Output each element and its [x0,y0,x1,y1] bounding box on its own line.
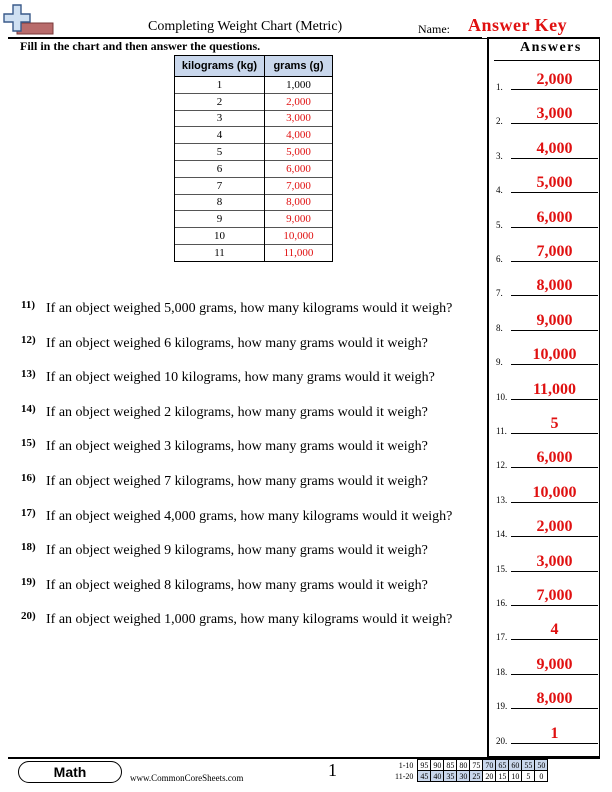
kilograms-cell: 11 [175,244,265,261]
score-cell: 35 [444,771,457,782]
answer-line [511,158,598,159]
score-cell: 95 [418,760,431,771]
answer-line [511,639,598,640]
kilograms-cell: 7 [175,177,265,194]
answer-line [511,89,598,90]
score-table [395,759,548,782]
answer-item [494,554,598,574]
name-label: Name: [418,22,450,36]
plus-logo-icon [3,3,55,37]
score-cell: 70 [483,760,496,771]
question-text: If an object weighed 5,000 grams, how many kilograms would it weigh? [46,301,453,316]
chart-row [175,160,333,177]
page-number: 1 [328,760,337,780]
answer-item [494,244,598,264]
question-number: 18) [21,541,36,554]
answer-value: 5,000 [536,174,573,192]
answer-number: 19. [496,701,508,712]
answer-value: 8,000 [536,277,573,295]
question-number: 20) [21,610,36,623]
answer-line [511,536,598,537]
chart-row [175,194,333,211]
score-cell: 65 [496,760,509,771]
answer-value: 11,000 [532,380,577,398]
grams-header: grams (g) [265,56,333,77]
score-cell: 30 [457,771,470,782]
page-title: Completing Weight Chart (Metric) [148,19,343,34]
answer-number: 1. [496,82,503,92]
answer-line [511,467,598,468]
answer-item [494,657,598,677]
answer-item [494,278,598,298]
chart-row [175,93,333,110]
grams-cell: 9,000 [265,211,333,228]
score-cell: 80 [457,760,470,771]
kilograms-cell: 3 [175,110,265,127]
score-cell: 40 [431,771,444,782]
answer-line [511,192,598,193]
grams-cell: 11,000 [265,244,333,261]
score-row-label: 11-20 [395,771,414,781]
kilograms-cell: 8 [175,194,265,211]
kilograms-cell: 1 [175,77,265,94]
answer-item [494,210,598,230]
chart-row [175,228,333,245]
score-cell: 0 [535,771,548,782]
answer-line [511,674,598,675]
score-cell: 55 [522,760,535,771]
question-number: 13) [21,368,36,381]
chart-header-row [175,56,333,77]
score-cell: 85 [444,760,457,771]
answers-heading: Answers [520,40,582,55]
answer-item [494,106,598,126]
answer-item [494,485,598,505]
score-cell: 20 [483,771,496,782]
answer-line [511,261,598,262]
score-row [395,760,548,771]
weight-chart-table [174,55,333,262]
answer-value: 4,000 [536,139,573,157]
answer-value: 1 [550,724,559,742]
answer-line [511,433,598,434]
answer-number: 11. [496,426,507,436]
question-text: If an object weighed 3 kilograms, how many grams would it weigh? [46,439,428,455]
answer-value: 10,000 [532,483,577,501]
chart-row [175,177,333,194]
chart-row [175,110,333,127]
subject-badge: Math [18,761,122,783]
kilograms-cell: 2 [175,93,265,110]
grams-cell: 5,000 [265,144,333,161]
score-row-label: 1-10 [398,760,414,770]
question-text: If an object weighed 6 kilograms, how many grams would it weigh? [46,335,428,351]
answer-line [511,708,598,709]
answer-item [494,313,598,333]
answer-number: 14. [496,529,508,540]
answer-item [494,416,598,436]
answer-value: 9,000 [536,311,573,329]
chart-row [175,244,333,261]
question-number: 19) [21,575,36,588]
answer-number: 13. [496,494,508,505]
answer-number: 10. [496,391,508,402]
answer-value: 2,000 [536,518,573,536]
question-text: If an object weighed 1,000 grams, how many kilograms would it weigh? [46,612,453,628]
answer-line [511,295,598,296]
question-text: If an object weighed 8 kilograms, how many grams would it weigh? [46,577,428,593]
answer-number: 2. [496,116,503,127]
question-number: 15) [21,437,36,450]
score-cell: 50 [535,760,548,771]
answer-item [494,622,598,642]
answer-value: 3,000 [536,105,573,123]
answer-item [494,72,598,92]
grams-cell: 2,000 [265,93,333,110]
chart-row [175,211,333,228]
answer-item [494,175,598,195]
answer-item [494,382,598,402]
question-number: 17) [21,506,36,519]
site-url: www.CommonCoreSheets.com [130,773,244,783]
score-cell: 15 [496,771,509,782]
answer-number: 15. [496,563,508,574]
answer-item [494,519,598,539]
answer-number: 9. [496,357,503,368]
answer-value: 8,000 [536,690,573,708]
answer-line [511,571,598,572]
grams-cell: 8,000 [265,194,333,211]
answer-number: 8. [496,322,503,333]
answer-value: 2,000 [536,71,573,88]
answer-line [511,364,598,365]
score-cell: 25 [470,771,483,782]
score-cell: 90 [431,760,444,771]
kilograms-cell: 5 [175,144,265,161]
answer-value: 7,000 [536,587,573,604]
answer-number: 17. [496,632,508,643]
score-cell: 60 [509,760,522,771]
question-text: If an object weighed 9 kilograms, how many grams would it weigh? [46,543,428,559]
answer-number: 5. [496,219,503,230]
answer-item [494,450,598,470]
answer-item [494,691,598,711]
score-cell: 45 [418,771,431,782]
kilograms-cell: 4 [175,127,265,144]
kilograms-cell: 9 [175,211,265,228]
answer-value: 5 [550,415,559,432]
grams-cell: 1,000 [265,77,333,94]
chart-row [175,127,333,144]
score-cell: 5 [522,771,535,782]
answer-line [511,227,598,228]
grams-cell: 3,000 [265,110,333,127]
answer-number: 3. [496,150,503,161]
question-number: 11) [21,299,36,311]
answer-line [511,330,598,331]
question-number: 12) [21,333,36,346]
chart-row [175,77,333,94]
answer-value: 7,000 [536,243,573,260]
answer-number: 20. [496,735,508,746]
answer-value: 4 [550,621,559,639]
answer-value: 9,000 [536,655,573,673]
grams-cell: 4,000 [265,127,333,144]
question-text: If an object weighed 10 kilograms, how many grams would it weigh? [46,370,435,386]
chart-row [175,144,333,161]
answer-item [494,141,598,161]
answer-item [494,588,598,608]
answer-item [494,726,598,746]
answer-line [511,123,598,124]
answer-key-text: Answer Key [468,15,568,35]
instructions: Fill in the chart and then answer the questions. [20,39,261,53]
kilograms-header: kilograms (kg) [175,56,265,77]
answers-heading-rule [494,60,600,61]
answer-value: 6,000 [536,208,573,226]
question-text: If an object weighed 2 kilograms, how many grams would it weigh? [46,404,428,420]
answer-number: 18. [496,666,508,677]
answer-number: 16. [496,598,508,608]
answer-line [511,502,598,503]
kilograms-cell: 6 [175,160,265,177]
answer-line [511,743,598,744]
grams-cell: 6,000 [265,160,333,177]
score-row [395,771,548,782]
score-cell: 75 [470,760,483,771]
answer-value: 6,000 [536,449,573,467]
answer-item [494,347,598,367]
score-cell: 10 [509,771,522,782]
question-number: 14) [21,402,36,415]
question-text: If an object weighed 4,000 grams, how many kilograms would it weigh? [46,508,453,524]
question-number: 16) [21,472,36,484]
kilograms-cell: 10 [175,228,265,245]
grams-cell: 7,000 [265,177,333,194]
answer-number: 4. [496,185,503,196]
answer-number: 7. [496,288,503,299]
answer-line [511,605,598,606]
answer-number: 12. [496,460,508,471]
question-text: If an object weighed 7 kilograms, how many grams would it weigh? [46,474,428,489]
answer-number: 6. [496,254,503,264]
grams-cell: 10,000 [265,228,333,245]
answer-value: 10,000 [532,346,577,364]
answer-line [511,399,598,400]
answer-value: 3,000 [536,552,573,570]
